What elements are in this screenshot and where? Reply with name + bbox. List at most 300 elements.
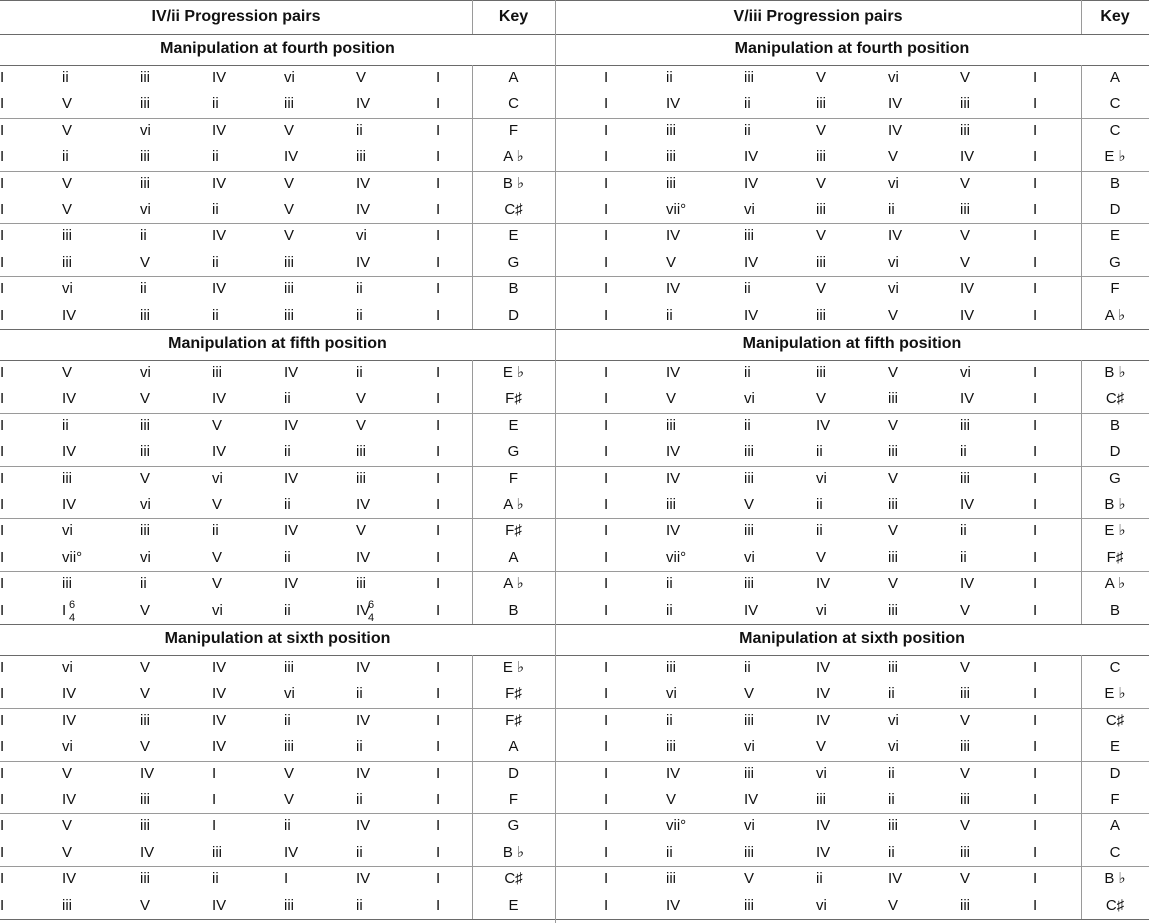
chord-cell: IV 6 4	[356, 598, 375, 624]
chord-cell: iii	[212, 364, 222, 381]
key-cell: A	[1109, 817, 1120, 835]
chord-cell: vi	[816, 601, 827, 619]
key-cell: B	[1109, 601, 1120, 619]
chord-cell: V	[140, 469, 151, 487]
chord-cell: IV	[356, 870, 371, 888]
chord-cell: iii	[888, 496, 898, 513]
key-cell: F♯	[505, 522, 522, 540]
chord-cell: I	[436, 280, 441, 298]
chord-cell: IV	[212, 443, 227, 461]
row-divider	[0, 34, 1149, 35]
chord-cell: IV	[356, 659, 371, 676]
chord-cell: I	[0, 817, 5, 835]
chord-cell: IV	[356, 253, 371, 271]
chord-cell: vi	[744, 201, 755, 218]
key-cell: F	[1110, 791, 1120, 808]
chord-cell: I	[1033, 601, 1038, 619]
key-column-divider-right	[1081, 0, 1082, 34]
chord-cell: I	[1033, 496, 1038, 513]
chord-cell: V	[212, 548, 223, 566]
chord-cell: IV	[212, 280, 227, 298]
key-cell: F	[508, 469, 519, 487]
chord-cell: IV	[356, 817, 371, 835]
chord-cell: vi	[140, 548, 151, 566]
chord-cell: IV	[888, 95, 903, 113]
chord-cell: I	[0, 659, 5, 676]
key-cell: C♯	[1105, 711, 1125, 729]
chord-cell: iii	[960, 896, 970, 914]
chord-cell: IV	[744, 174, 759, 192]
chord-cell: ii	[212, 306, 219, 324]
chord-cell: vi	[62, 280, 73, 298]
chord-cell: IV	[284, 522, 299, 540]
chord-cell: vi	[140, 364, 151, 381]
chord-cell: vi	[140, 121, 151, 139]
key-cell: C♯	[504, 870, 523, 888]
chord-cell: vi	[744, 390, 755, 408]
key-cell: D	[1109, 443, 1121, 461]
key-cell: C♯	[504, 201, 523, 218]
chord-cell: V	[960, 659, 971, 676]
chord-cell: V	[356, 390, 367, 408]
chord-cell: IV	[744, 791, 759, 808]
chord-cell: I	[436, 896, 441, 914]
chord-cell: I	[436, 121, 441, 139]
key-cell: E ♭	[502, 364, 525, 381]
chord-cell: iii	[666, 148, 676, 166]
chord-cell: I	[604, 121, 609, 139]
chord-cell: ii	[960, 548, 967, 566]
chord-cell: vi	[140, 496, 151, 513]
chord-cell: iii	[888, 601, 898, 619]
chord-cell: ii	[356, 738, 363, 756]
chord-cell: IV	[356, 95, 371, 113]
chord-cell: I	[436, 253, 441, 271]
row-divider	[0, 866, 1149, 867]
chord-cell: vi	[62, 522, 73, 540]
chord-cell: I	[436, 711, 441, 729]
key-cell: B	[1109, 416, 1120, 434]
chord-cell: IV	[888, 121, 903, 139]
chord-cell: vi	[140, 201, 151, 218]
chord-cell: iii	[888, 817, 898, 835]
chord-cell: ii	[62, 69, 69, 86]
chord-cell: V	[212, 496, 223, 513]
key-cell: E	[508, 896, 519, 914]
chord-cell: ii	[356, 896, 363, 914]
chord-cell: iii	[960, 791, 970, 808]
chord-cell: I	[604, 364, 609, 381]
chord-cell: IV	[666, 95, 681, 113]
chord-cell: I	[604, 659, 609, 676]
chord-cell: I	[604, 174, 609, 192]
chord-cell: I	[1033, 95, 1038, 113]
chord-cell: V	[960, 253, 971, 271]
chord-cell: I	[0, 121, 5, 139]
chord-cell: IV	[356, 174, 371, 192]
key-cell: F♯	[1106, 548, 1124, 566]
chord-cell: iii	[284, 738, 294, 756]
chord-cell: I	[436, 685, 441, 703]
row-divider	[0, 466, 1149, 467]
chord-cell: iii	[284, 253, 294, 271]
chord-cell: IV	[62, 306, 77, 324]
chord-cell: IV	[744, 306, 759, 324]
chord-cell: iii	[816, 306, 826, 324]
chord-cell: iii	[744, 764, 754, 782]
chord-cell: iii	[356, 148, 366, 166]
chord-cell: V	[212, 416, 223, 434]
chord-cell: IV	[666, 764, 681, 782]
chord-cell: iii	[960, 469, 970, 487]
chord-cell: IV	[960, 280, 975, 298]
key-cell: F	[1110, 280, 1120, 298]
row-divider	[0, 624, 1149, 625]
row-divider	[0, 0, 1149, 1]
chord-cell: V	[356, 416, 367, 434]
chord-cell: IV	[140, 843, 155, 861]
chord-cell: I	[604, 443, 609, 461]
chord-cell: I	[0, 791, 5, 808]
chord-cell: iii	[816, 201, 826, 218]
chord-cell: IV	[62, 496, 77, 513]
chord-cell: I	[436, 575, 441, 593]
chord-cell: iii	[62, 575, 72, 593]
chord-cell: ii	[284, 601, 291, 619]
key-cell: G	[507, 817, 520, 835]
chord-cell: I	[604, 791, 609, 808]
chord-cell: V	[62, 364, 73, 381]
chord-cell: I	[604, 469, 609, 487]
chord-cell: V	[744, 685, 755, 703]
chord-cell: iii	[666, 659, 676, 676]
row-divider	[0, 919, 1149, 920]
chord-cell: iii	[140, 522, 150, 540]
chord-cell: I	[0, 711, 5, 729]
chord-cell: V	[744, 870, 755, 888]
chord-cell: I	[1033, 148, 1038, 166]
chord-cell: IV	[62, 443, 77, 461]
key-cell: D	[508, 764, 519, 782]
chord-cell: I	[604, 817, 609, 835]
chord-cell: iii	[666, 416, 676, 434]
key-cell: C	[1109, 843, 1121, 861]
key-cell: G	[1109, 469, 1121, 487]
key-cell: F	[508, 791, 519, 808]
chord-cell: iii	[140, 443, 150, 461]
chord-cell: V	[888, 364, 899, 381]
chord-cell: ii	[212, 253, 219, 271]
key-cell: G	[507, 253, 520, 271]
chord-cell: I	[0, 306, 5, 324]
chord-cell: ii	[356, 364, 363, 381]
key-cell: D	[508, 306, 519, 324]
chord-cell: I	[1033, 659, 1038, 676]
row-divider	[0, 655, 1149, 656]
chord-cell: V	[888, 896, 899, 914]
chord-cell: I	[1033, 201, 1038, 218]
chord-cell: I	[604, 148, 609, 166]
chord-cell: I	[604, 522, 609, 540]
chord-cell: I	[0, 69, 5, 86]
chord-cell: V	[62, 817, 73, 835]
chord-cell: ii	[744, 95, 751, 113]
chord-cell: I	[0, 764, 5, 782]
chord-cell: iii	[666, 174, 676, 192]
chord-cell: iii	[284, 95, 294, 113]
key-column-divider-left	[472, 655, 473, 919]
chord-cell: IV	[284, 364, 299, 381]
chord-cell: V	[888, 522, 899, 540]
chord-cell: I	[604, 764, 609, 782]
chord-cell: V	[356, 522, 367, 540]
chord-cell: I	[436, 738, 441, 756]
chord-cell: I	[604, 685, 609, 703]
chord-cell: I	[284, 870, 289, 888]
chord-cell: IV	[356, 711, 371, 729]
chord-cell: I	[0, 95, 5, 113]
chord-cell: vi	[284, 69, 295, 86]
chord-cell: iii	[666, 496, 676, 513]
chord-cell: iii	[284, 896, 294, 914]
chord-cell: IV	[888, 227, 903, 245]
chord-cell: iii	[140, 306, 150, 324]
chord-cell: iii	[960, 738, 970, 756]
key-column-divider-left	[472, 360, 473, 624]
chord-cell: I	[604, 95, 609, 113]
key-cell: A ♭	[503, 148, 524, 166]
chord-cell: ii	[888, 685, 895, 703]
chord-cell: IV	[62, 390, 77, 408]
chord-cell: IV	[744, 601, 759, 619]
chord-cell: V	[140, 896, 151, 914]
chord-cell: iii	[816, 791, 826, 808]
chord-cell: V	[284, 764, 295, 782]
chord-cell: vi	[888, 711, 899, 729]
chord-cell: IV	[212, 896, 227, 914]
chord-cell: I	[436, 870, 441, 888]
chord-cell: V	[140, 601, 151, 619]
chord-cell: I	[436, 69, 441, 86]
section-title-right: Manipulation at fourth position	[734, 40, 970, 57]
chord-cell: I	[436, 174, 441, 192]
row-divider	[0, 518, 1149, 519]
row-divider	[0, 276, 1149, 277]
chord-cell: iii	[666, 870, 676, 888]
chord-cell: I	[604, 711, 609, 729]
chord-cell: I	[604, 548, 609, 566]
chord-cell: IV	[816, 659, 831, 676]
chord-cell: I	[0, 870, 5, 888]
section-title-left: Manipulation at fourth position	[160, 40, 395, 57]
chord-cell: vi	[62, 738, 73, 756]
chord-cell: ii	[744, 280, 751, 298]
chord-cell: vii°	[666, 817, 687, 835]
chord-cell: IV	[284, 843, 299, 861]
chord-cell: IV	[816, 843, 831, 861]
chord-cell: iii	[960, 121, 970, 139]
chord-cell: I	[436, 390, 441, 408]
chord-cell: vi	[888, 69, 899, 86]
chord-cell: IV	[212, 659, 227, 676]
chord-cell: vi	[816, 896, 827, 914]
chord-cell: V	[284, 791, 295, 808]
chord-cell: I	[1033, 227, 1038, 245]
chord-cell: ii	[816, 522, 823, 540]
key-cell: G	[1109, 253, 1121, 271]
chord-cell: iii	[888, 443, 898, 461]
chord-cell: I	[436, 496, 441, 513]
chord-cell: I	[1033, 896, 1038, 914]
chord-cell: ii	[888, 791, 895, 808]
chord-cell: V	[960, 69, 971, 86]
chord-cell: vi	[888, 738, 899, 756]
chord-cell: I	[1033, 843, 1038, 861]
chord-cell: IV	[356, 548, 371, 566]
row-divider	[0, 813, 1149, 814]
chord-cell: ii	[212, 95, 219, 113]
chord-cell: V	[666, 253, 677, 271]
chord-cell: IV	[960, 148, 975, 166]
key-cell: A ♭	[503, 496, 524, 513]
chord-cell: I	[0, 201, 5, 218]
chord-cell: ii	[816, 443, 823, 461]
chord-cell: ii	[960, 522, 967, 540]
chord-cell: I	[0, 469, 5, 487]
chord-cell: I	[0, 227, 5, 245]
chord-cell: IV	[666, 227, 681, 245]
chord-cell: iii	[62, 227, 72, 245]
chord-cell: I	[604, 896, 609, 914]
chord-cell: ii	[62, 416, 69, 434]
chord-cell: IV	[666, 522, 681, 540]
chord-cell: vi	[888, 253, 899, 271]
key-cell: A	[508, 738, 519, 756]
key-cell: E	[508, 416, 519, 434]
chord-cell: V	[140, 253, 151, 271]
chord-cell: iii	[744, 896, 754, 914]
chord-cell: I	[604, 870, 609, 888]
chord-cell: iii	[744, 469, 754, 487]
chord-cell: I	[0, 685, 5, 703]
chord-cell: ii	[744, 121, 751, 139]
chord-cell: IV	[960, 496, 975, 513]
chord-cell: I	[436, 364, 441, 381]
key-cell: B ♭	[502, 843, 525, 861]
chord-cell: V	[212, 575, 223, 593]
section-title-left: Manipulation at fifth position	[168, 335, 387, 352]
row-divider	[0, 118, 1149, 119]
chord-cell: ii	[356, 280, 363, 298]
key-cell: F	[508, 121, 519, 139]
row-divider	[0, 65, 1149, 66]
chord-cell: V	[140, 659, 151, 676]
chord-cell: iii	[816, 253, 826, 271]
chord-cell: iii	[960, 201, 970, 218]
chord-cell: vi	[666, 685, 677, 703]
chord-cell: IV	[744, 148, 759, 166]
chord-cell: vi	[356, 227, 367, 245]
chord-cell: V	[62, 121, 73, 139]
chord-cell: I	[604, 69, 609, 86]
chord-cell: ii	[212, 148, 219, 166]
chord-cell: V	[888, 575, 899, 593]
chord-cell: ii	[62, 148, 69, 166]
chord-cell: I	[436, 227, 441, 245]
chord-cell: ii	[212, 522, 219, 540]
chord-cell: iii	[960, 416, 970, 434]
chord-cell: IV	[960, 306, 975, 324]
chord-cell: V	[960, 764, 971, 782]
chord-cell: I	[436, 201, 441, 218]
key-cell: G	[507, 443, 520, 461]
chord-cell: I	[0, 148, 5, 166]
chord-cell: vi	[212, 601, 223, 619]
chord-cell: iii	[140, 69, 150, 86]
chord-cell: iii	[888, 659, 898, 676]
chord-cell: I	[1033, 121, 1038, 139]
key-cell: E	[1109, 738, 1120, 756]
chord-cell: iii	[212, 843, 222, 861]
chord-cell: I	[1033, 791, 1038, 808]
chord-cell: IV	[284, 416, 299, 434]
chord-cell: IV	[816, 575, 831, 593]
key-column-divider-left	[472, 0, 473, 34]
chord-cell: vi	[888, 280, 899, 298]
chord-cell: IV	[284, 148, 299, 166]
key-cell: A	[508, 548, 519, 566]
row-divider	[0, 329, 1149, 330]
section-title-right: Manipulation at sixth position	[739, 630, 965, 647]
chord-cell: ii	[284, 443, 291, 461]
chord-cell: vi	[960, 364, 971, 381]
chord-cell: vi	[744, 817, 755, 835]
key-column-divider-right	[1081, 655, 1082, 919]
chord-cell: V	[140, 685, 151, 703]
chord-cell: iii	[140, 95, 150, 113]
chord-cell: I	[436, 843, 441, 861]
chord-cell: iii	[744, 711, 754, 729]
chord-cell: iii	[356, 469, 366, 487]
chord-cell: I	[604, 601, 609, 619]
chord-cell: iii	[140, 817, 150, 835]
chord-cell: ii	[816, 870, 823, 888]
chord-cell: I	[604, 575, 609, 593]
chord-cell: V	[284, 121, 295, 139]
key-cell: A	[508, 69, 519, 86]
chord-cell: I	[212, 817, 217, 835]
chord-cell: I	[604, 227, 609, 245]
chord-cell: V	[816, 390, 827, 408]
chord-cell: I	[1033, 522, 1038, 540]
chord-cell: IV	[212, 69, 227, 86]
section-title-right: Manipulation at fifth position	[742, 335, 962, 352]
chord-cell: I	[436, 601, 441, 619]
chord-cell: I	[1033, 306, 1038, 324]
chord-cell: vii°	[62, 548, 83, 566]
key-cell: C	[1109, 121, 1121, 139]
chord-cell: I	[1033, 817, 1038, 835]
chord-cell: ii	[888, 764, 895, 782]
chord-cell: I	[0, 496, 5, 513]
chord-cell: iii	[140, 791, 150, 808]
chord-cell: I	[1033, 174, 1038, 192]
chord-cell: I	[1033, 711, 1038, 729]
chord-cell: vi	[284, 685, 295, 703]
chord-cell: IV	[666, 280, 681, 298]
chord-cell: I	[0, 601, 5, 619]
chord-cell: vi	[744, 548, 755, 566]
